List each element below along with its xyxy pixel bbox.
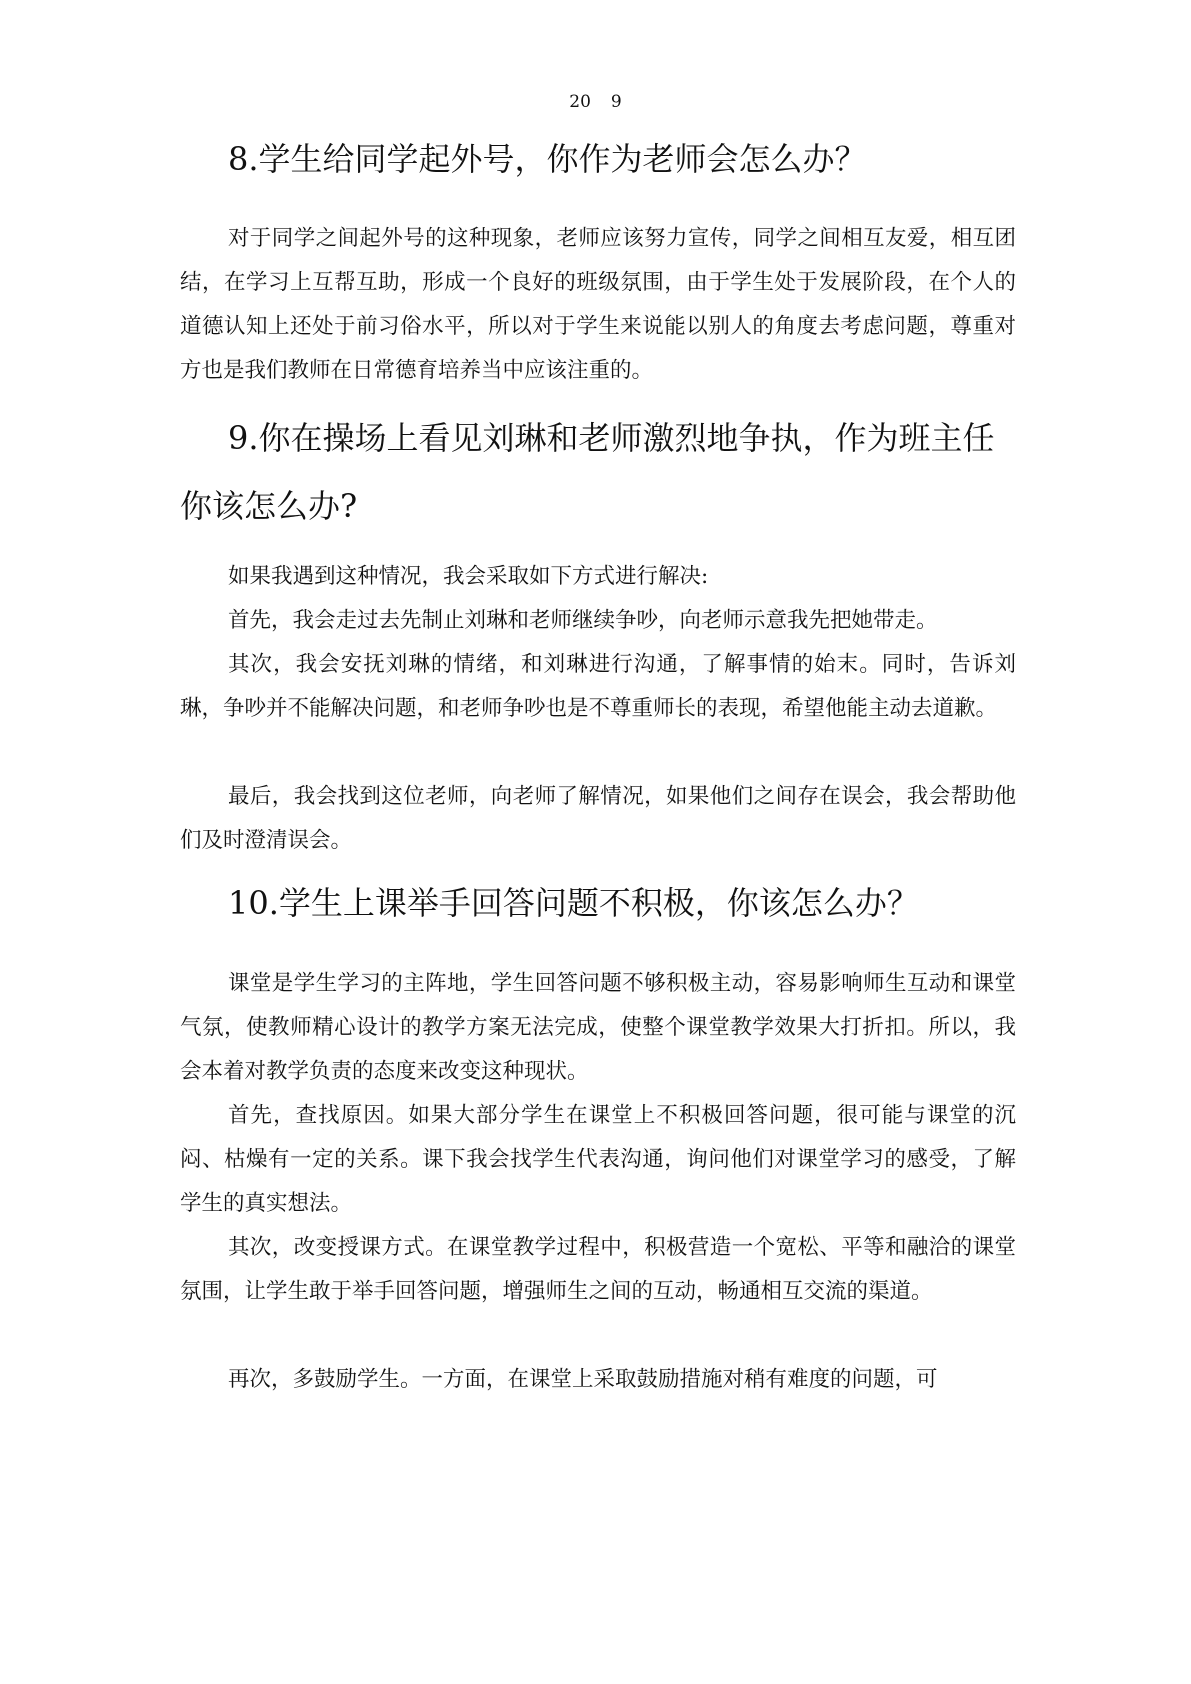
question-9-title: 9.你在操场上看见刘琳和老师激烈地争执，作为班主任你该怎么办?	[180, 419, 995, 525]
question-10-answer-paragraph-3: 其次，改变授课方式。在课堂教学过程中，积极营造一个宽松、平等和融洽的课堂氛围，让学生敢于举手回答问题，增强师生之间的互动，畅通相互交流的渠道。	[180, 1235, 1016, 1304]
question-10-answer-paragraph-1: 课堂是学生学习的主阵地，学生回答问题不够积极主动，容易影响师生互动和课堂气氛，使教师精心设计的教学方案无法完成，使整个课堂教学效果大打折扣。所以，我会本着对教学负责的态度来改变这种现状。	[180, 971, 1016, 1084]
question-8-answer-paragraph-1: 对于同学之间起外号的这种现象，老师应该努力宣传，同学之间相互友爱，相互团结，在学习上互帮互助，形成一个良好的班级氛围，由于学生处于发展阶段，在个人的道德认知上还处于前习俗水平，所以对于学生来说能以别人的角度去考虑问题，尊重对方也是我们教师在日常德育培养当中应该注重的。	[180, 226, 1016, 383]
question-8-title: 8.学生给同学起外号，你作为老师会怎么办？	[228, 140, 867, 178]
question-9-answer-paragraph-3: 其次，我会安抚刘琳的情绪，和刘琳进行沟通，了解事情的始末。同时，告诉刘琳，争吵并不能解决问题，和老师争吵也是不尊重师长的表现，希望他能主动去道歉。	[180, 652, 1016, 721]
question-9-answer-paragraph-1: 如果我遇到这种情况，我会采取如下方式进行解决:	[228, 564, 709, 589]
question-10-answer-paragraph-4: 再次，多鼓励学生。一方面，在课堂上采取鼓励措施对稍有难度的问题，可	[228, 1367, 938, 1392]
page-header	[0, 92, 1191, 112]
question-9-answer-paragraph-2: 首先，我会走过去先制止刘琳和老师继续争吵，向老师示意我先把她带走。	[228, 608, 938, 633]
question-10-answer-paragraph-2: 首先，查找原因。如果大部分学生在课堂上不积极回答问题，很可能与课堂的沉闷、枯燥有一定的关系。课下我会找学生代表沟通，询问他们对课堂学习的感受，了解学生的真实想法。	[180, 1103, 1016, 1216]
header-part-b: 9	[610, 92, 622, 112]
question-10-title: 10.学生上课举手回答问题不积极，你该怎么办？	[228, 884, 919, 922]
header-part-a: 20	[569, 92, 591, 112]
question-9-answer-paragraph-4: 最后，我会找到这位老师，向老师了解情况，如果他们之间存在误会，我会帮助他们及时澄清误会。	[180, 784, 1016, 853]
